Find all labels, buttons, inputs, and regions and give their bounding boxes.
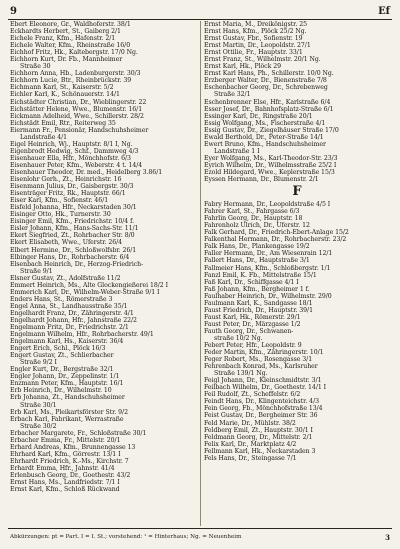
directory-entry: Eiser Karl, Kfm., Sofienstr. 46/1: [10, 197, 109, 205]
directory-entry: Fein Georg, Fb., Mönchhofstraße 13/4: [204, 405, 323, 413]
directory-entry: Ernst Hans, Ms., Landfriedstr. 7/1 I: [10, 479, 120, 487]
directory-entry: Faust Friedrich, Dr., Hauptstr. 39/1: [204, 306, 313, 314]
directory-entry: Elbert Hermine, Dr., Schloßwolfsbr. 26/1: [10, 246, 137, 254]
directory-entry: Elbinger Hans, Dr., Rohrbacherstr. 6/4: [10, 253, 130, 261]
directory-entry: Straße 30/1: [20, 401, 57, 409]
directory-entry: Eichstädt Emil, Rtr., Reiterweg 35: [10, 119, 116, 127]
directory-entry: Eiermann Fr., Pensionär, Handschuhsheimer: [10, 126, 149, 134]
directory-entry: Fauth Georg, Dr., Schwanen-: [204, 327, 294, 335]
directory-entry: Engelmann Fritz, Dr., Friedrichstr. 2/1: [10, 324, 129, 332]
directory-entry: Erb Johanna, Zt., Handschuhsheimer: [10, 394, 125, 402]
directory-entry: Faulhaber Heinrich, Dr., Wilhelmstr. 29/0: [204, 292, 332, 300]
directory-entry: Fanzl Emil, K. Fb., Mittelstraße 15/1: [204, 271, 317, 279]
directory-entry: Feger Robert, Ms., Rosengasse 3/1: [204, 356, 313, 364]
directory-entry: Erhard Andreas, Kfm., Brunnengasse 13: [10, 443, 136, 451]
directory-entry: Engert Erich, Schl., Plöck 16/3: [10, 345, 106, 353]
directory-entry: Ekert Elisabeth, Wwe., Uferstr. 26/4: [10, 239, 123, 247]
directory-entry: Eisinger Otto, Hk., Turnerstr. 30: [10, 211, 111, 219]
directory-entry: Fels Hans, Dr., Steingasse 7/1: [204, 454, 297, 462]
directory-entry: Ehrhardt Friedrich, K.-Ms., Kirchstr. 7: [10, 457, 129, 465]
directory-entry: Eisinger Emil, Kfm., Friedrichstr. 10/4 f.: [10, 218, 135, 226]
directory-entry: Eisenträger Fritz, Rk., Hauptstr. 66/1: [10, 190, 126, 198]
footer-page-mark: 3: [385, 532, 390, 542]
directory-entry: Engelmann Wilhelm, Hfr., Rohrbacherstr. 49/1: [10, 331, 154, 339]
directory-entry: Erhardt Emma, Hfr., Jahnstr. 41/4: [10, 464, 115, 472]
directory-entry: Felix Karl, Dr., Marktplatz 4/2: [204, 440, 297, 448]
footer-rule: [8, 528, 392, 529]
directory-entry: Ernst Karl, Hk., Plöck 29: [204, 63, 281, 71]
directory-entry: Ernst Karl Hans, Ph., Schillerstr. 10/0 Ng.: [204, 70, 334, 78]
directory-entry: Elsner Gustav, Zt., Adolfstraße 11/2: [10, 274, 121, 282]
directory-entry: Faust Karl, Hk., Römerstr. 29/1: [204, 313, 301, 321]
directory-entry: Eichstädter Christian, Dr., Wieblingerstr. 22: [10, 98, 147, 106]
directory-entry: Esser Josef, Dr., Bahnhofsplatz-Straße 6/1: [204, 105, 334, 113]
directory-columns: [10, 21, 390, 526]
directory-entry: Engert Gustav, Zt., Schlierbacher: [10, 352, 114, 360]
directory-entry: Eichele Franz, Kfm., Hafenstr. 2/1: [10, 35, 116, 43]
directory-entry: Eichele Walter, Kfm., Rheinstraße 16/0: [10, 42, 131, 50]
directory-entry: Erbacher Margarete, Fr., Schloßstraße 30/1: [10, 429, 147, 437]
directory-entry: Falkenthal Hermann, Dr., Rohrbacherstr. 23/2: [204, 236, 347, 244]
directory-entry: Straße 30/2: [20, 422, 57, 430]
directory-entry: Erlenbusch Georg, Dr., Goethestr. 43/2: [10, 472, 131, 479]
directory-entry: Erzberger Walter, Dr., Bienenstraße 7/8: [204, 77, 327, 85]
column-divider: [200, 21, 201, 526]
directory-entry: Erb Heinrich, Dr., Wilhelmstr. 10: [10, 387, 112, 395]
directory-entry: Engelmann Karl, Hs., Kaiserstr. 36/4: [10, 338, 124, 346]
directory-entry: Feldberg Emil, Zt., Hauptstr. 30/1 I: [204, 426, 313, 434]
directory-entry: Eyssen Hermann, Dr., Blumenstr. 2/1: [204, 176, 319, 184]
directory-entry: Engler Johann, Dr., Zeppelinstr. 1/1: [10, 373, 120, 381]
directory-entry: Straße 9/2 I: [20, 359, 57, 367]
directory-entry: Fallmeier Hans, Kfm., Schloßbergstr. 1/1: [204, 264, 331, 272]
directory-entry: Eckhardts Herbert, St., Gaiberg 2/1: [10, 28, 121, 36]
directory-entry: Eisenhauer Peter, Kfm., Weberstr. 4 t. 14/4: [10, 161, 143, 169]
directory-entry: Falk Gerhard, Dr., Friedrich-Ebert-Anlage 15/2: [204, 229, 349, 237]
directory-entry: Elsenbach Heinrich, Dr., Herzog-Friedrich-: [10, 260, 144, 268]
directory-entry: Eisler Johann, Kfm., Hans-Sachs-Str. 11/1: [10, 225, 139, 233]
section-letter: F: [292, 184, 302, 200]
page-number: 9: [10, 5, 17, 17]
directory-entry: Faß Karl, Dr., Schiffgasse 4/1 I: [204, 278, 299, 286]
header-rule: [8, 19, 392, 20]
directory-entry: Straße 32/1: [214, 91, 251, 99]
directory-entry: Feld Marie, Dr., Mühlstr. 38/2: [204, 419, 296, 427]
right-column: [204, 21, 390, 526]
directory-entry: Eichhorn Anna, Hb., Ladenburgerstr. 30/3: [10, 70, 141, 78]
directory-entry: Eichstätter Helene, Wwe., Blumenstr. 16/1: [10, 105, 143, 113]
directory-entry: Feindt Hans, Dr., Klingenteichstr. 4/3: [204, 398, 319, 406]
directory-entry: Straße 139/1 Ng.: [214, 370, 268, 378]
directory-entry: Eisfeld Johanna, Hfr., Neckarstaden 30/1: [10, 204, 137, 212]
directory-entry: Ernst Ottilie, Fr., Hauptstr. 33/1: [204, 49, 303, 57]
left-column: [10, 21, 196, 526]
directory-entry: Eisenhauer Theodor, Dr. med., Heidelberg 3.86/1: [10, 168, 163, 176]
directory-entry: Eschenbrenner Else, Hfr., Karlstraße 6/4: [204, 98, 331, 106]
directory-entry: Erbacher Emma, Fr., Mittelstr. 20/1: [10, 436, 121, 444]
directory-entry: Essig Wolfgang, Ms., Fischerstraße 4/1: [204, 119, 326, 127]
directory-entry: Faulmann Karl, K., Sandgasse 18/1: [204, 299, 313, 307]
directory-entry: Feigl Johann, Dr., Kleinschmidtstr. 3/1: [204, 377, 322, 385]
directory-entry: straße 10/2 Ng.: [214, 334, 263, 342]
directory-entry: Ehrhard Karl, Kfm., Görrestr. 13/1 I: [10, 450, 121, 458]
page-footer: [10, 531, 390, 543]
directory-entry: Engler Kurt, Dr., Bergstraße 32/1: [10, 366, 114, 374]
directory-entry: Eschenbacher Georg, Dr., Schrebenweg: [204, 84, 328, 92]
directory-entry: Faust Peter, Dr., Märzgasse 1/2: [204, 320, 301, 328]
directory-entry: Eisenlohr Gerh., Zt., Heinrichstr. 16: [10, 176, 122, 184]
directory-entry: Fahrenholz Ulrich, Dr., Uferstr. 12: [204, 222, 310, 230]
directory-entry: Eyer Wolfgang, Ms., Karl-Theodor-Str. 23/3: [204, 154, 338, 162]
directory-entry: Ekert Siegfried, Zt., Rohrbacher Str. 8/0: [10, 232, 135, 240]
directory-entry: Ernst Karl, Kfm., Schloß Rückwand: [10, 486, 120, 494]
directory-entry: Feder Martin, Kfm., Zähringerstr. 10/1: [204, 349, 324, 357]
alphabet-range-label: Ef: [378, 5, 390, 17]
directory-entry: Eickmann Adelheid, Wwe., Schillerstr. 28/2: [10, 112, 144, 120]
directory-entry: Eisenhauer Ella, Hfr., Mönchhofstr. 6/3: [10, 154, 131, 162]
directory-entry: Fabry Hermann, Dr., Leopoldstraße 4/5 I: [204, 201, 331, 209]
directory-entry: Fehrenbach Konrad, Ms., Karlsruher: [204, 363, 318, 371]
directory-entry: Eichhof Fritz, Hk., Kaltebergstr. 17/0 Ng.: [10, 49, 138, 57]
directory-entry: Engelhardt Franz, Dr., Zähringerstr. 4/1: [10, 309, 134, 317]
directory-entry: Eichhorn Kurt, Dr. Fb., Mannheimer: [10, 56, 123, 64]
page-header: [10, 4, 390, 18]
directory-entry: Fahrlin Georg, Dr., Hauptstr. 18: [204, 215, 303, 223]
directory-entry: Falk Hans, Dr., Plankengasse 19/2: [204, 243, 310, 251]
directory-entry: Eyrich Wilhelm, Dr., Wilhelmsstraße 25/2 I: [204, 161, 337, 169]
directory-entry: Eigenbrodt Hedwig, Schf., Dammweg 4/3: [10, 147, 139, 155]
directory-entry: Engelhardt Johann, Hfr., Jahnstraße 22/2: [10, 316, 137, 324]
directory-entry: Eichhorn Lucie, Btr., Rheinbrückstr. 39: [10, 77, 132, 85]
directory-entry: Fahrer Karl, St., Fahrgasse 6/3: [204, 208, 300, 216]
directory-entry: Ernst Martin, Dr., Leopoldstr. 27/1: [204, 42, 311, 50]
directory-entry: Ernst Maria, M., Dreikönigstr. 25: [204, 21, 307, 28]
directory-entry: Febert Peter, Hfr., Leopoldstr. 9: [204, 342, 302, 350]
directory-entry: Ernst Gustav, Fbr., Sofienstr. 19: [204, 35, 303, 43]
directory-entry: Ernst Franz, St., Wilhelmstr. 20/1 Ng.: [204, 56, 321, 64]
directory-entry: Emmerich Karl, Dr., Wilhelm-Weber-Straße 9/1 I: [10, 288, 160, 296]
directory-entry: Fallert Hans, Dr., Hauptstraße 3/1: [204, 257, 310, 265]
directory-entry: Straße 9/1: [20, 267, 53, 275]
directory-entry: Enzmann Peter, Kfm., Hauptstr. 16/1: [10, 380, 124, 388]
directory-entry: Ewald Berthold, Dr., Peter-Straße 14/1: [204, 133, 324, 141]
directory-entry: Landstraße 1 I: [214, 147, 260, 155]
directory-entry: Landstraße 4/1: [20, 133, 68, 141]
directory-entry: Essinger Karl, Dr., Ringstraße 20/1: [204, 112, 313, 120]
directory-entry: Ewert Bruno, Kfm., Handschuhsheimer: [204, 140, 326, 148]
directory-entry: Eichmann Karl, St., Kaiserstr. 5/2: [10, 84, 114, 92]
directory-entry: Feilbach Wilhelm, Dr., Goethestr. 14/1 I: [204, 384, 327, 392]
directory-entry: Feil Rudolf, Zt., Scheffelstr. 6/2: [204, 391, 301, 399]
directory-entry: Straße 30: [20, 63, 51, 71]
directory-entry: Enders Hans, St., Römerstraße 3: [10, 295, 113, 303]
directory-entry: Erb Karl, Ms., Pleikartsförster Str. 9/2: [10, 408, 128, 416]
directory-entry: Eisenmann Julius, Dr., Gaisbergstr. 30/3: [10, 183, 134, 191]
directory-entry: Engel Anna, St., Landhausstraße 35/1: [10, 302, 128, 310]
directory-entry: Ezold Hildegard, Wwe., Keplerstraße 15/3: [204, 168, 335, 176]
directory-entry: Emmert Heinrich, Ms., Alte Glockengießerei 18/2 I: [10, 281, 168, 289]
directory-entry: Feist Gustav, Dr., Bergheimer Str. 36: [204, 412, 318, 420]
directory-entry: Ernst Hans, Kfm., Plöck 25/2 Ng.: [204, 28, 307, 36]
directory-entry: Feldmann Georg, Dr., Mittelstr. 2/1: [204, 433, 313, 441]
abbreviation-key: Abkürzungen: pt = Part. I = I. St.; vorstehend: ¹ = Hinterhaus; Ng. = Neuenheim: [10, 534, 242, 540]
directory-entry: Fellmann Karl, Hk., Neckarstaden 3: [204, 447, 316, 455]
directory-entry: Erbach Karl, Fabrikant, Werrastraße: [10, 415, 124, 423]
directory-entry: Faller Hermann, Dr., Am Wiesenrain 12/1: [204, 250, 333, 258]
directory-entry: Ebert Eleonore, Gr., Waldhoferstr. 38/1: [10, 21, 131, 28]
directory-entry: Eigel Heinrich, Wj., Hauptstr. 8/1 I, Ng.: [10, 140, 133, 148]
directory-entry: Faß Johann, Kfm., Bergheimer 1 f.: [204, 285, 310, 293]
directory-entry: Eichler Karl, K., Schönauerstr. 14/1: [10, 91, 120, 99]
directory-entry: Essig Gustav, Dr., Ziegelhäuser Straße 17/0: [204, 126, 339, 134]
